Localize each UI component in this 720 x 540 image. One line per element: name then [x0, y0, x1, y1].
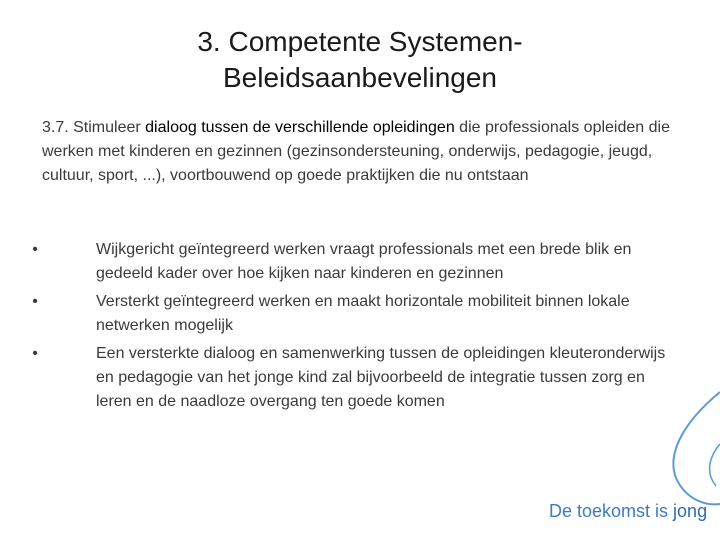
intro-prefix: 3.7. Stimuleer — [42, 119, 146, 136]
decorative-curve-inner — [710, 444, 720, 486]
decorative-curve-outer — [673, 392, 720, 504]
intro-emphasis: dialoog tussen de verschillende opleidingen — [145, 119, 455, 136]
bullet-text: Een versterkte dialoog en samenwerking tussen de opleidingen kleuteronderwijs en pedagogie van het jonge kind zal bijvoorbeeld de integratie tussen zorg en leren en de naadloze overgang ten goede komen — [96, 345, 666, 410]
bullet-text: Wijkgericht geïntegreerd werken vraagt professionals met een brede blik en gedeeld kader over hoe kijken naar kinderen en gezinnen — [96, 241, 632, 282]
title-line-2: Beleidsaanbevelingen — [223, 62, 497, 93]
brand-text: De toekomst is — [549, 501, 674, 521]
bullet-text: Versterkt geïntegreerd werken en maakt horizontale mobiliteit binnen lokale netwerken mogelijk — [96, 293, 630, 334]
bullet-marker: • — [32, 293, 38, 310]
brand-logo — [549, 500, 707, 522]
brand-accent-text: jong — [673, 501, 708, 521]
intro-suffix: die professionals opleiden die werken met kinderen en gezinnen (gezinsondersteuning, onderwijs, pedagogie, jeugd, cultuur, sport, ...), voortbouwend op goede praktijken die nu ontstaan — [42, 119, 670, 184]
title-line-1: 3. Competente Systemen- — [197, 26, 523, 57]
bullet-marker: • — [32, 345, 38, 362]
bullet-marker: • — [32, 241, 38, 258]
